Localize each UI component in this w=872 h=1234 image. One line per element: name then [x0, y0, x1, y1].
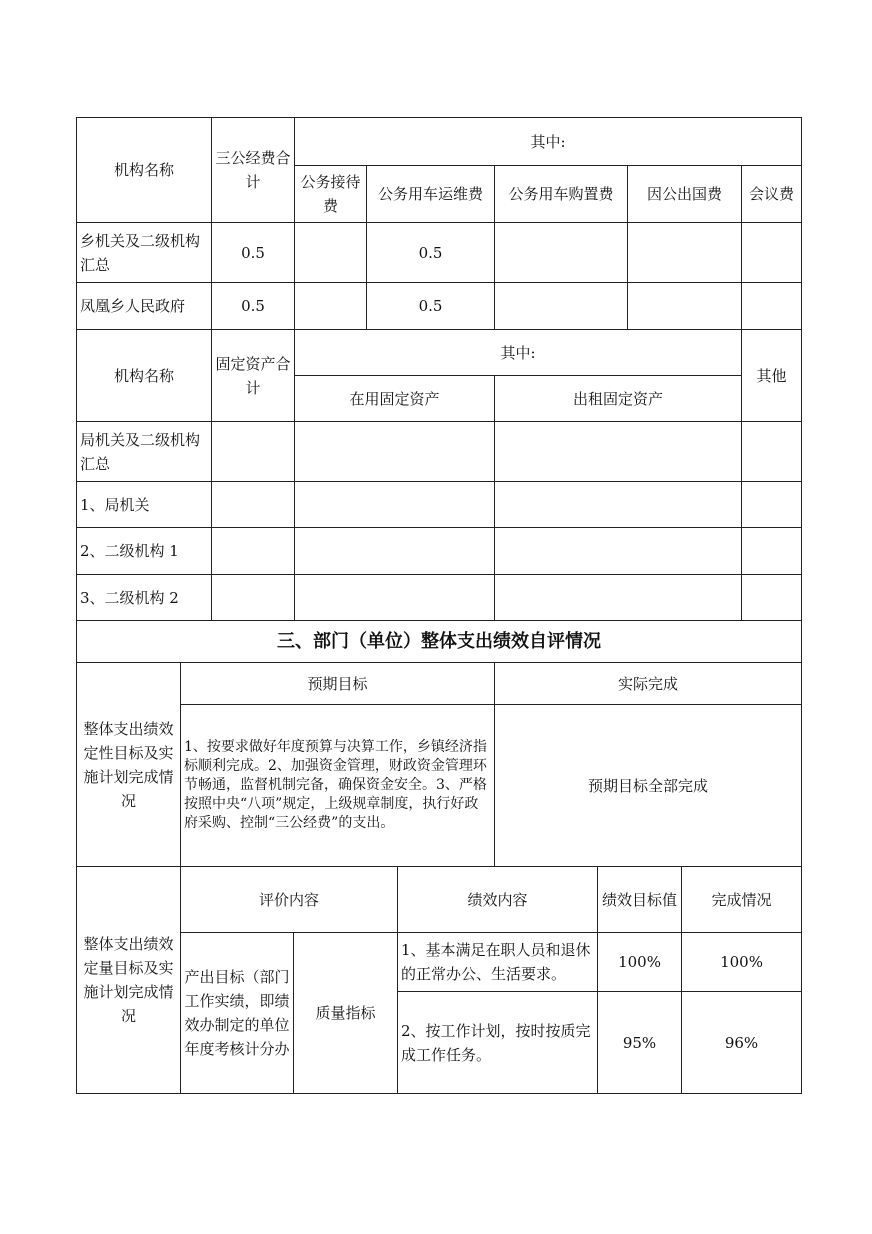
section-title: 三、部门（单位）整体支出绩效自评情况 — [77, 621, 802, 663]
header-expected: 预期目标 — [181, 663, 495, 705]
header-in-use-assets: 在用固定资产 — [295, 376, 495, 422]
perf-content: 1、基本满足在职人员和退休的正常办公、生活要求。 — [398, 933, 598, 992]
row-org-name: 3、二级机构 2 — [77, 575, 212, 621]
perf-target: 95% — [598, 992, 682, 1094]
header-abroad: 因公出国费 — [628, 166, 742, 223]
row-total: 0.5 — [212, 283, 295, 330]
qualitative-label: 整体支出绩效定性目标及实施计划完成情况 — [77, 663, 181, 867]
perf-content: 2、按工作计划，按时按质完成工作任务。 — [398, 992, 598, 1094]
row-org-name: 1、局机关 — [77, 482, 212, 528]
header-org-name: 机构名称 — [77, 118, 212, 223]
perf-target: 100% — [598, 933, 682, 992]
header-leased-assets: 出租固定资产 — [495, 376, 742, 422]
row-org-name: 局机关及二级机构汇总 — [77, 422, 212, 482]
row-abroad — [628, 283, 742, 330]
expense-asset-table — [76, 117, 802, 621]
row-org-name: 2、二级机构 1 — [77, 528, 212, 575]
qualitative-table — [76, 620, 802, 867]
row-abroad — [628, 223, 742, 283]
header-other: 其他 — [742, 330, 802, 422]
header-done: 完成情况 — [682, 867, 802, 933]
header-org-name-2: 机构名称 — [77, 330, 212, 422]
row-vehicle-purchase — [495, 223, 628, 283]
header-vehicle-maintenance: 公务用车运维费 — [367, 166, 495, 223]
header-perf-content: 绩效内容 — [398, 867, 598, 933]
table-row — [77, 283, 802, 330]
expected-text: 1、按要求做好年度预算与决算工作，乡镇经济指标顺利完成。2、加强资金管理，财政资金管理环节畅通，监督机制完备，确保资金安全。3、严格按照中央“八项”规定，上级规章制度，执行好政府采购、控制“三公经费”的支出。 — [181, 705, 495, 867]
header-vehicle-purchase: 公务用车购置费 — [495, 166, 628, 223]
header-reception: 公务接待费 — [295, 166, 367, 223]
quantitative-table — [76, 866, 802, 1094]
header-of-which: 其中: — [295, 118, 802, 166]
table-row — [77, 223, 802, 283]
row-vehicle-maintenance: 0.5 — [367, 283, 495, 330]
actual-text: 预期目标全部完成 — [495, 705, 802, 867]
row-reception — [295, 223, 367, 283]
header-target: 绩效目标值 — [598, 867, 682, 933]
header-eval-content: 评价内容 — [181, 867, 398, 933]
perf-done: 96% — [682, 992, 802, 1094]
row-total: 0.5 — [212, 223, 295, 283]
header-meeting: 会议费 — [742, 166, 802, 223]
table-row — [77, 422, 802, 482]
quant-label: 整体支出绩效定量目标及实施计划完成情况 — [77, 867, 181, 1094]
header-actual: 实际完成 — [495, 663, 802, 705]
table-row — [77, 528, 802, 575]
output-goal: 产出目标（部门工作实绩，即绩效办制定的单位年度考核计分办 — [181, 933, 294, 1094]
row-meeting — [742, 223, 802, 283]
quality-indicator: 质量指标 — [294, 933, 398, 1094]
row-vehicle-purchase — [495, 283, 628, 330]
table-row — [77, 933, 802, 992]
perf-done: 100% — [682, 933, 802, 992]
table-row — [77, 575, 802, 621]
header-fixed-asset-total: 固定资产合计 — [212, 330, 295, 422]
table-row — [77, 482, 802, 528]
row-meeting — [742, 283, 802, 330]
header-sangong-total: 三公经费合计 — [212, 118, 295, 223]
row-org-name: 乡机关及二级机构汇总 — [77, 223, 212, 283]
row-org-name: 凤凰乡人民政府 — [77, 283, 212, 330]
row-reception — [295, 283, 367, 330]
row-vehicle-maintenance: 0.5 — [367, 223, 495, 283]
header-of-which-2: 其中: — [295, 330, 742, 376]
